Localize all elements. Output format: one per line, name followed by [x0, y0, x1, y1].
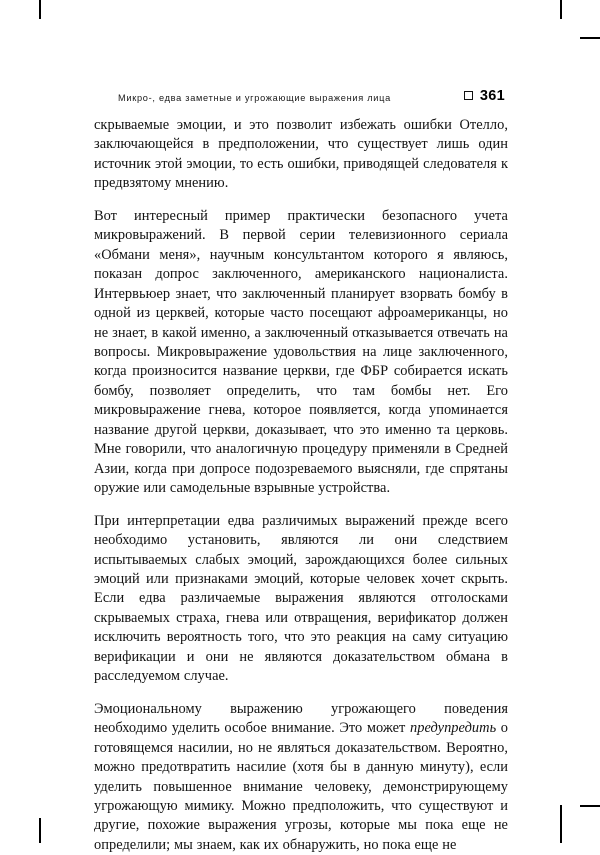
running-head: [94, 88, 507, 108]
crop-mark-top-right: [560, 0, 562, 19]
running-head-title: Микро-, едва заметные и угрожающие выражения лица: [118, 92, 391, 103]
paragraph-lie-to-me-example: Вот интересный пример практически безопасного учета микровыражений. В первой серии телевизионного сериала «Обмани меня», научным консультантом которого я являюсь, показан допрос заключенного, американского националиста. Интервьюер знает, что заключенный планирует взорвать бомбу в одной из церквей, которые часто посещают афроамериканцы, но не знает, в какой именно, а заключенный отказывается отвечать на вопросы. Микровыражение удовольствия на лице заключенного, когда произносится название церкви, где ФБР собирается искать бомбу, позволяет определить, что там бомбы нет. Его микровыражение гнева, которое появляется, когда упоминается название другой церкви, доказывает, что это именно та церковь. Мне говорили, что аналогичную процедуру применяли в Средней Азии, когда при допросе подозреваемого выясняли, где спрятаны оружие или самодельные взрывные устройства.: [94, 207, 508, 497]
open-square-icon: [464, 91, 473, 100]
crop-mark-bottom-right-horizontal: [580, 805, 600, 807]
threat-text-part-2: о готовящемся насилии, но не являться доказательством. Вероятно, можно предотвратить насилие (хотя бы в данную минуту), если уделить повышенное внимание человеку, демонстрирующему угрожающую мимику. Можно предположить, что существуют и другие, похожие выражения угрозы, которые мы пока еще не определили; мы знаем, как их обнаружить, но пока еще не: [94, 720, 508, 853]
crop-mark-bottom-right: [560, 805, 562, 843]
crop-mark-top-left: [39, 0, 41, 19]
threat-emphasis-word: предупредить: [409, 720, 497, 737]
threat-text-part-1: Эмоциональному выражению угрожающего поведения необходимо уделить особое внимание. Это может: [94, 700, 508, 737]
folio-group: [464, 88, 507, 104]
paragraph-othello-error: скрываемые эмоции, и это позволит избежать ошибки Отелло, заключающейся в предположении, что существует лишь один источник этой эмоции, то есть ошибки, приводящей следователя к предвзятому мнению.: [94, 117, 508, 192]
crop-mark-bottom-left: [39, 818, 41, 843]
paragraph-threat-expressions: [94, 700, 508, 855]
paragraph-subtle-expressions: При интерпретации едва различимых выражений прежде всего необходимо установить, являются ли они следствием испытываемых слабых эмоций, зарождающихся более сильных эмоций или признаками эмоций, которые человек хочет скрыть. Если едва различаемые выражения являются отголосками скрываемых страха, гнева или отвращения, верификатор должен исключить вероятность того, что это реакция на саму ситуацию верификации и они не являются доказательством обмана в расследуемом случае.: [94, 512, 508, 685]
crop-mark-top-right-horizontal: [580, 37, 600, 39]
page-number: 361: [479, 88, 505, 104]
text-column: [94, 116, 508, 855]
